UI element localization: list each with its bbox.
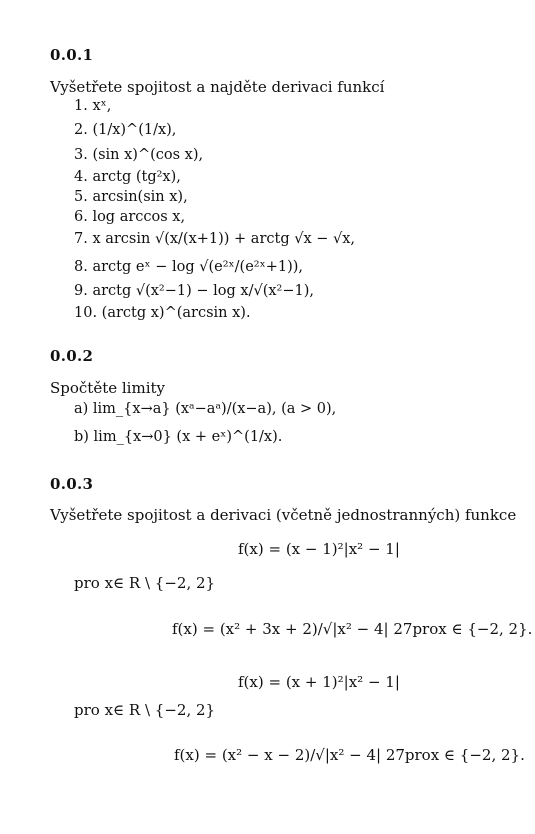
section-heading: 0.0.1	[50, 46, 94, 64]
list-item: 10. (arctg x)^(arcsin x).	[74, 305, 251, 321]
condition-text: pro x∈ R \ {−2, 2}	[74, 701, 216, 719]
section-intro: Vyšetřete spojitost a derivaci (včetně jednostranných) funkce	[50, 506, 517, 524]
list-item: 1. xˣ,	[74, 98, 112, 114]
equation: f(x) = (x + 1)²|x² − 1|	[238, 673, 400, 691]
list-item: a) lim_{x→a} (xᵃ−aᵃ)/(x−a), (a > 0),	[74, 401, 337, 417]
list-item: 5. arcsin(sin x),	[74, 189, 188, 205]
equation: f(x) = (x − 1)²|x² − 1|	[238, 540, 400, 558]
list-item: 8. arctg eˣ − log √(e²ˣ/(e²ˣ+1)),	[74, 259, 304, 275]
condition-text: pro x∈ R \ {−2, 2}	[74, 574, 216, 592]
equation: f(x) = (x² − x − 2)/√|x² − 4| 27prox ∈ {−2, 2}.	[174, 746, 525, 764]
list-item: 3. (sin x)^(cos x),	[74, 147, 204, 163]
list-item: 4. arctg (tg²x),	[74, 169, 181, 185]
list-item: 7. x arcsin √(x/(x+1)) + arctg √x − √x,	[74, 231, 356, 247]
section-intro: Vyšetřete spojitost a najděte derivaci funkcí	[50, 78, 385, 96]
list-item: 9. arctg √(x²−1) − log x/√(x²−1),	[74, 283, 314, 299]
list-item: b) lim_{x→0} (x + eˣ)^(1/x).	[74, 429, 283, 445]
section-intro: Spočtěte limity	[50, 379, 166, 397]
section-heading: 0.0.2	[50, 347, 94, 365]
list-item: 2. (1/x)^(1/x),	[74, 122, 177, 138]
section-heading: 0.0.3	[50, 475, 94, 493]
equation: f(x) = (x² + 3x + 2)/√|x² − 4| 27prox ∈ {−2, 2}.	[172, 620, 533, 638]
list-item: 6. log arccos x,	[74, 209, 186, 225]
